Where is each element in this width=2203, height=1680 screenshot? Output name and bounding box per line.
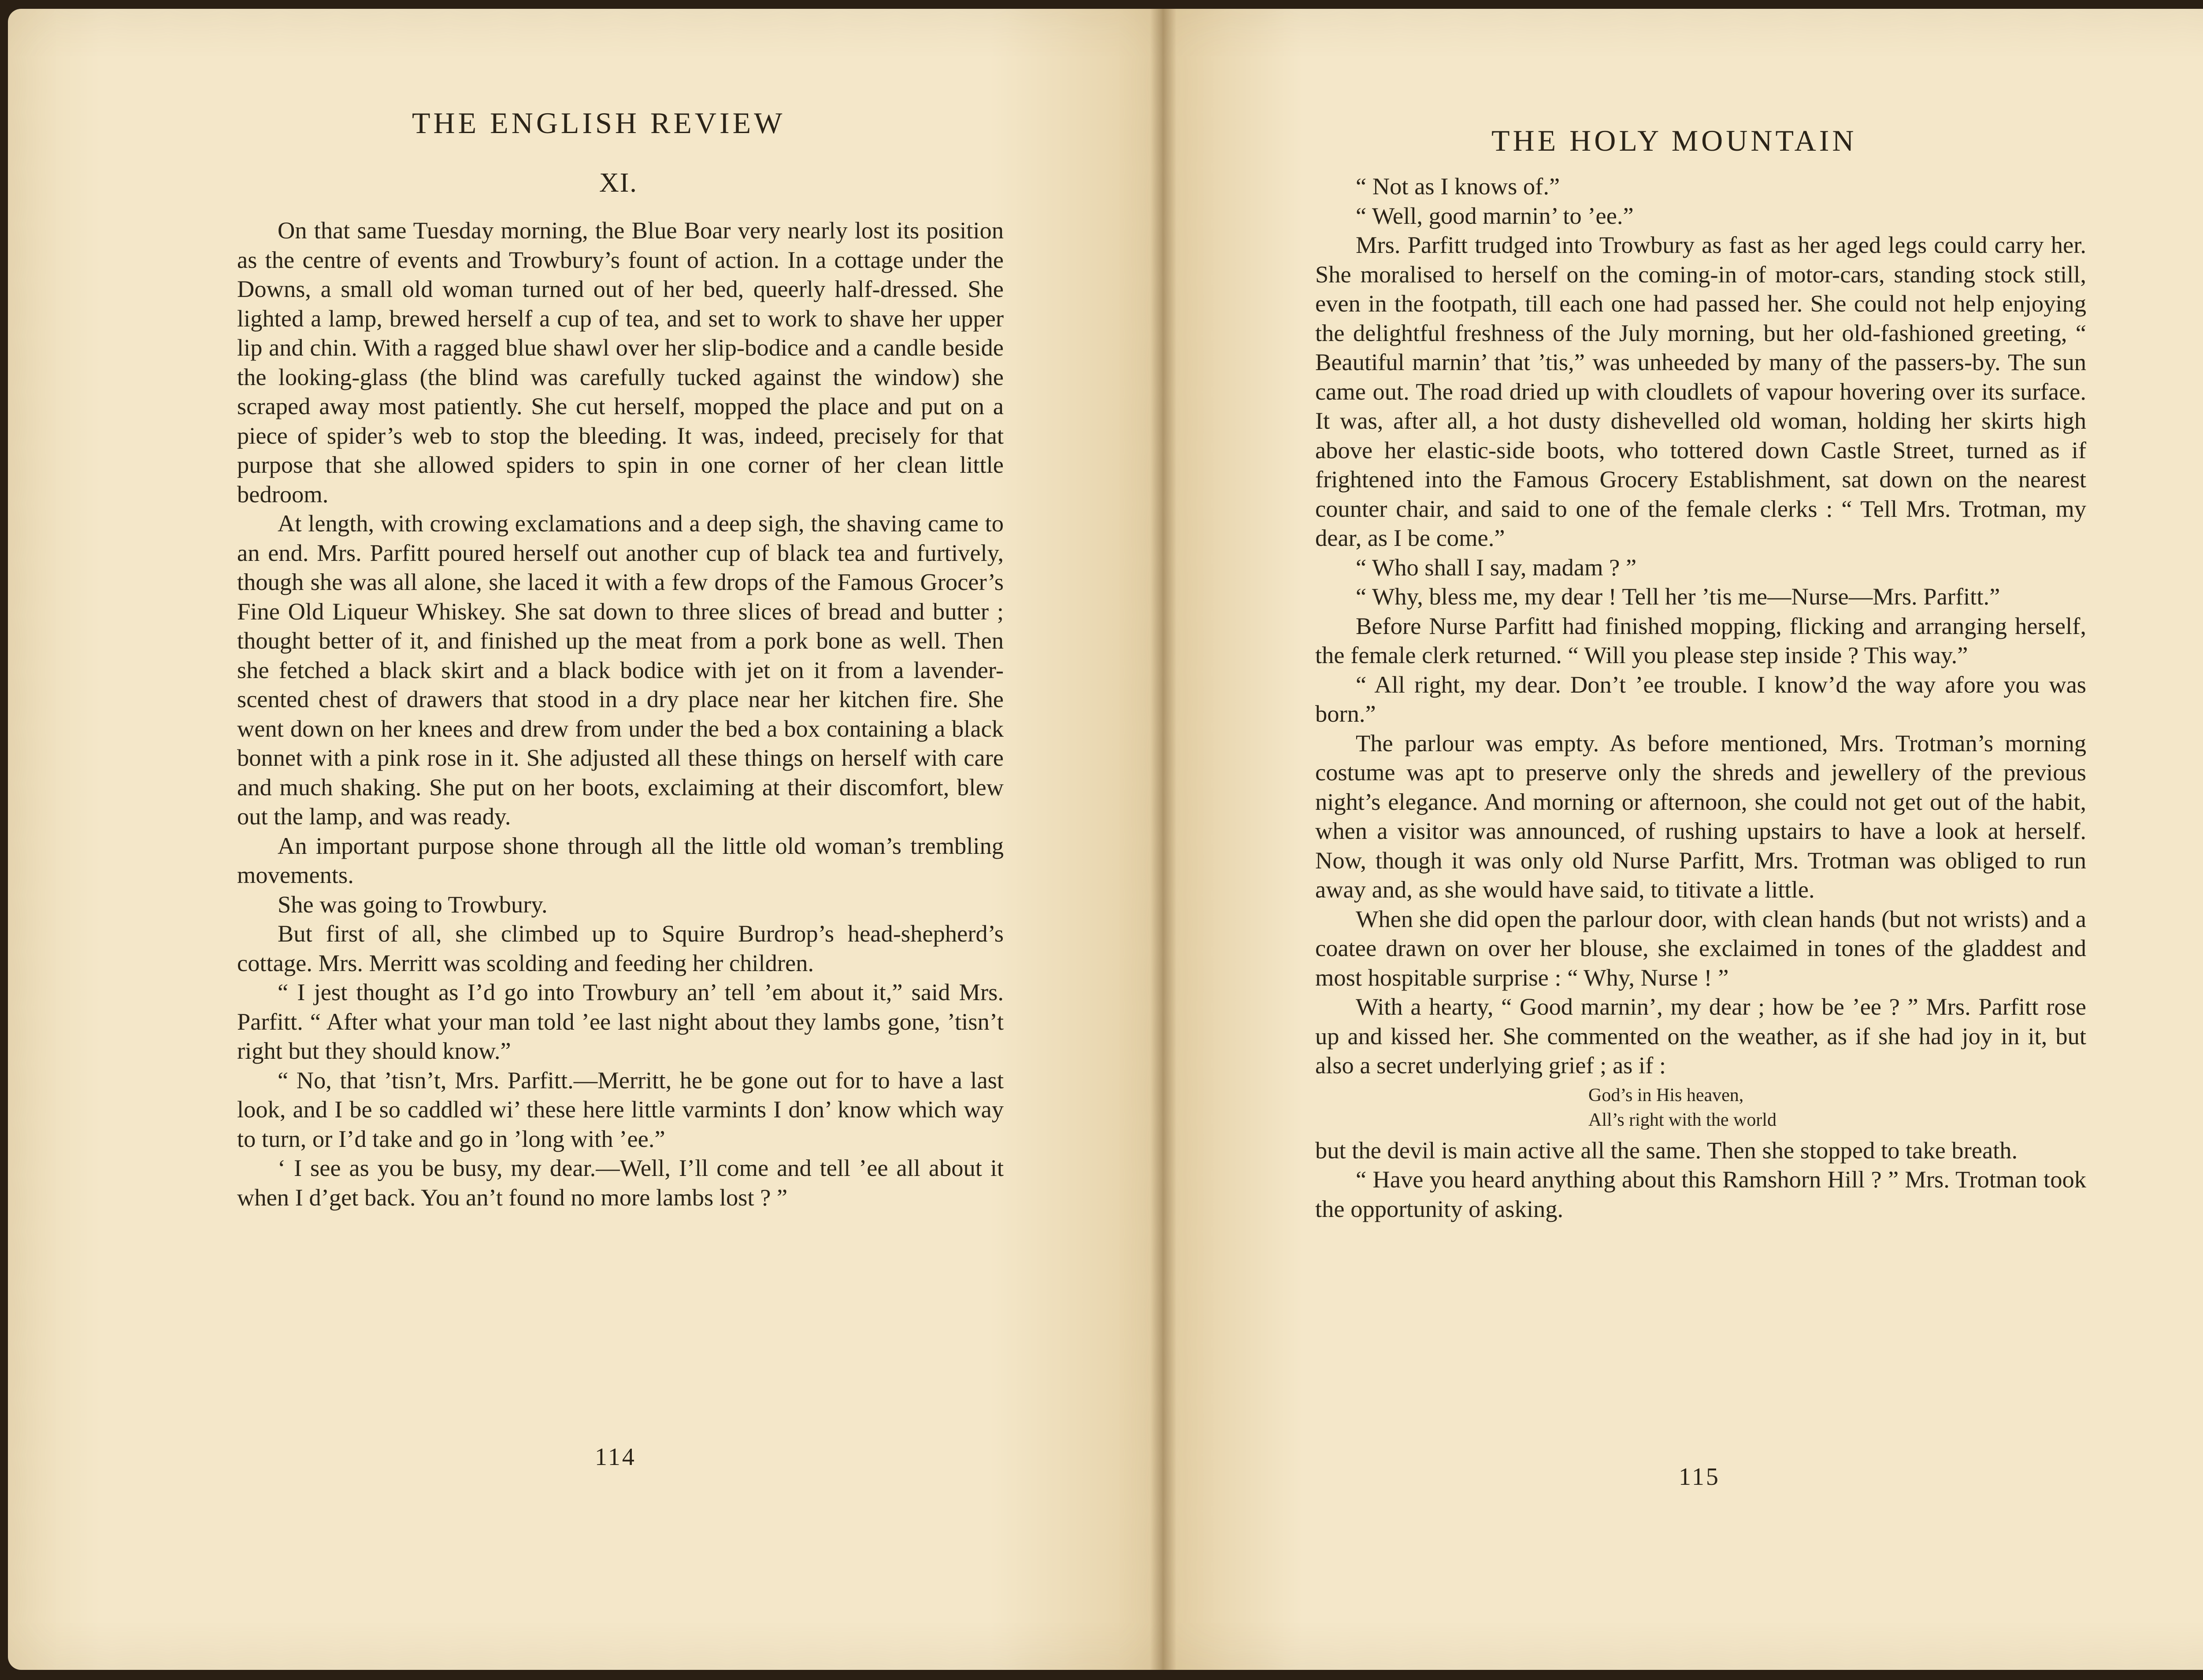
paragraph: Mrs. Parfitt trudged into Trowbury as fast as her aged legs could carry her. She moralised to herself on the coming-in of motor-cars, standing stock still, even in the footpath, till each one had passed her. She could not help enjoying the delightful freshness of the July morning, but her old-fashioned greeting, “ Beautiful marnin’ that ’tis,” was unheeded by many of the passers-by. The sun came out. The road dried up with cloudlets of vapour hovering over its surface. It was, after all, a hot dusty dishevelled old woman, holding her skirts high above her elastic-side boots, who tottered down Castle Street, turned as if frightened into the Famous Grocery Establishment, sat down on the nearest counter chair, and said to one of the female clerks : “ Tell Mrs. Trotman, my dear, as I be come.” — [1315, 231, 2086, 551]
paragraph: “ Who shall I say, madam ? ” — [1356, 553, 1637, 581]
chapter-number: XI. — [599, 168, 638, 198]
paragraph: “ I jest thought as I’d go into Trowbury an’ tell ’em about it,” said Mrs. Parfitt. “ After what your man told ’ee last night about they lambs gone, ’tisn’t right but they should know.” — [237, 979, 1004, 1064]
paragraph: Before Nurse Parfitt had finished mopping, flicking and arranging herself, the female clerk returned. “ Will you please step inside ? This way.” — [1315, 612, 2086, 668]
paragraph: “ Have you heard anything about this Ramshorn Hill ? ” Mrs. Trotman took the opportunity of asking. — [1315, 1166, 2086, 1222]
running-head-left: THE ENGLISH REVIEW — [412, 106, 786, 140]
paragraph: An important purpose shone through all the little old woman’s trembling movements. — [237, 832, 1004, 888]
paragraph: “ Well, good marnin’ to ’ee.” — [1356, 202, 1634, 229]
page-number-right: 115 — [1679, 1463, 1720, 1491]
paragraph: She was going to Trowbury. — [278, 890, 548, 918]
book-gutter — [1150, 9, 1176, 1670]
paragraph: “ Why, bless me, my dear ! Tell her ’tis me—Nurse—Mrs. Parfitt.” — [1356, 583, 2000, 610]
verse-quotation — [1315, 1083, 2086, 1132]
paragraph: “ All right, my dear. Don’t ’ee trouble. I know’d the way afore you was born.” — [1315, 671, 2086, 727]
paragraph: but the devil is main active all the same. Then she stopped to take breath. — [1315, 1136, 2018, 1164]
paragraph: But first of all, she climbed up to Squire Burdrop’s head-shepherd’s cottage. Mrs. Merritt was scolding and feeding her children. — [237, 920, 1004, 976]
verse-line: God’s in His heaven, — [1588, 1085, 1744, 1105]
paragraph: The parlour was empty. As before mentioned, Mrs. Trotman’s morning costume was apt to preserve only the shreds and jewellery of the previous night’s elegance. And morning or afternoon, she could not get out of the habit, when a visitor was announced, of rushing upstairs to have a look at herself. Now, though it was only old Nurse Parfitt, Mrs. Trotman was obliged to run away and, as she would have said, to titivate a little. — [1315, 729, 2086, 903]
running-head-right: THE HOLY MOUNTAIN — [1491, 124, 1857, 157]
paragraph: At length, with crowing exclamations and a deep sigh, the shaving came to an end. Mrs. Parfitt poured herself out another cup of black tea and furtively, though she was all alone, she laced it with a few drops of the Famous Grocer’s Fine Old Liqueur Whiskey. She sat down to three slices of bread and butter ; thought better of it, and finished up the meat from a pork bone as well. Then she fetched a black skirt and a black bodice with jet on it from a lavender-scented chest of drawers that stood in a dry place near her kitchen fire. She went down on her knees and drew from under the bed a box containing a black bonnet with a pink rose in it. She adjusted all these things on herself with care and much shaking. She put on her boots, exclaiming at their discomfort, blew out the lamp, and was ready. — [237, 510, 1004, 830]
paragraph: When she did open the parlour door, with clean hands (but not wrists) and a coatee drawn on over her blouse, she exclaimed in tones of the gladdest and most hospitable surprise : “ Why, Nurse ! ” — [1315, 905, 2086, 991]
paragraph: “ No, that ’tisn’t, Mrs. Parfitt.—Merritt, he be gone out for to have a last look, and I be so caddled wi’ these here little varmints I don’ know which way to turn, or I’d take and go in ’long with ’ee.” — [237, 1066, 1004, 1152]
page-number-left: 114 — [595, 1443, 636, 1471]
paragraph: ‘ I see as you be busy, my dear.—Well, I’ll come and tell ’ee all about it when I d’get back. You an’t found no more lambs lost ? ” — [237, 1154, 1004, 1211]
left-page-body — [237, 216, 1004, 1212]
paragraph: “ Not as I knows of.” — [1356, 173, 1560, 200]
verse-line: All’s right with the world — [1588, 1109, 1776, 1130]
paragraph: On that same Tuesday morning, the Blue Boar very nearly lost its position as the centre of events and Trowbury’s fount of action. In a cottage under the Downs, a small old woman turned out of her bed, queerly half-dressed. She lighted a lamp, brewed herself a cup of tea, and set to work to shave her upper lip and chin. With a ragged blue shawl over her slip-bodice and a candle beside the looking-glass (the blind was carefully tucked against the window) she scraped away most patiently. She cut herself, mopped the place and put on a piece of spider’s web to stop the bleeding. It was, indeed, precisely for that purpose that she allowed spiders to spin in one corner of her clean little bedroom. — [237, 217, 1004, 508]
right-page-body — [1315, 172, 2086, 1224]
paragraph: With a hearty, “ Good marnin’, my dear ; how be ’ee ? ” Mrs. Parfitt rose up and kissed her. She commented on the weather, as if she had joy in it, but also a secret underlying grief ; as if : — [1315, 993, 2086, 1079]
